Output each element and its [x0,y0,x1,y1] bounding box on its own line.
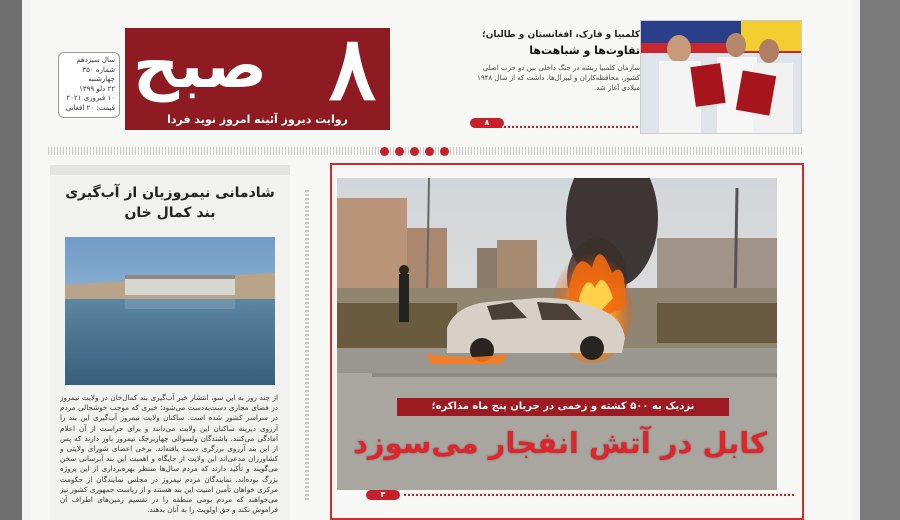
issue-date-gregorian: ۱۰ فبروری ۲۰۲۱ [66,94,115,102]
left-story-photo [65,237,275,385]
left-story-body: از چند روز به این سو، انتشار خبر آب‌گیری بند کمال‌خان در ولایت نیمروز در فضای مجازی دست‌به‌دست می‌شود؛ خبری که موجب خوشحالی مردم در سراسر کشور شده است. ساکنان ولایت نیمروز آب‌گیری این بند را آرزوی دیرینه ساکنان این ولایت می‌دانند و برای حراست از آن اعلام آمادگی می‌کنند. باشندگان ولسوالی چهاربرجک نیمروز باور دارند که پس از این بند آرزوی برزگری دست یافته‌اند. برخی اعضای شورای ولایتی و کشاورزان مدعی‌اند این ولایت از جایگاه و اهمیت این بند آبرسانی سخن می‌گویند و تأکید دارند که مردم سال‌ها منتظر بهره‌برداری از این پروژه بزرگ بوده‌اند. نمایندگان مردم نیمروز در مجلس نمایندگان از حکومت مرکزی خواهان تأمین امنیت این بند هستند و از ریاست جمهوری کشور نیز می‌خواهند که مردم بومی منطقه را در تقسیم زمین‌های اطراف آن فراموش نکند و حق اولویت را به آنان بدهند. [60,393,278,515]
dot-icon [425,147,434,156]
main-story-headline: کابل در آتش انفجار می‌سوزد [352,426,768,460]
top-story-rule [500,126,638,128]
issue-year: سال سیزدهم [76,56,115,64]
dot-icon [410,147,419,156]
top-story-page-badge: ۸ [470,118,504,128]
left-story-strip [50,165,290,175]
left-margin [0,0,22,520]
divider-dots [380,147,449,156]
top-story-title: تفاوت‌ها و شباهت‌ها [529,44,640,57]
issue-info-box [58,52,120,118]
column-divider [305,190,309,500]
logo-number: ۸ [328,28,376,120]
left-story [50,165,290,520]
dot-icon [380,147,389,156]
issue-number: شماره ۳۵۰ [82,65,115,74]
issue-date-solar: ۲۲ دلو ۱۳۹۹ [79,84,115,93]
masthead-slogan: روایت دیروز آئینه امروز نوید فردا [167,113,348,126]
right-margin [860,0,900,520]
left-story-headline: شادمانی نیمروزیان از آب‌گیری بند کمال خان [65,185,275,221]
issue-price: قیمت: ۲۰ افغانی [65,103,115,112]
dot-icon [440,147,449,156]
main-story-subhead: نزدیک به ۵۰۰ کشته و زخمی در جریان پنج ماه مذاکره؛ [397,398,729,416]
top-story-body: سازمان کلمبیا ریشه در جنگ داخلی بین دو حزب اصلی کشور، محافظه‌کاران و لیبرال‌ها، داشت که از سال ۱۹۴۸ میلادی آغاز شد. [477,64,640,92]
masthead-logo [125,28,390,130]
top-story-photo [640,20,802,134]
top-story [470,30,640,93]
main-story-rule [404,494,794,496]
dot-icon [395,147,404,156]
main-story-page-badge: ۳ [366,490,400,500]
top-story-kicker: کلمبیا و فارک، افغانستان و طالبان؛ [482,30,640,40]
logo-word: صبح [133,29,268,103]
issue-weekday: چهارشنبه [88,75,115,83]
